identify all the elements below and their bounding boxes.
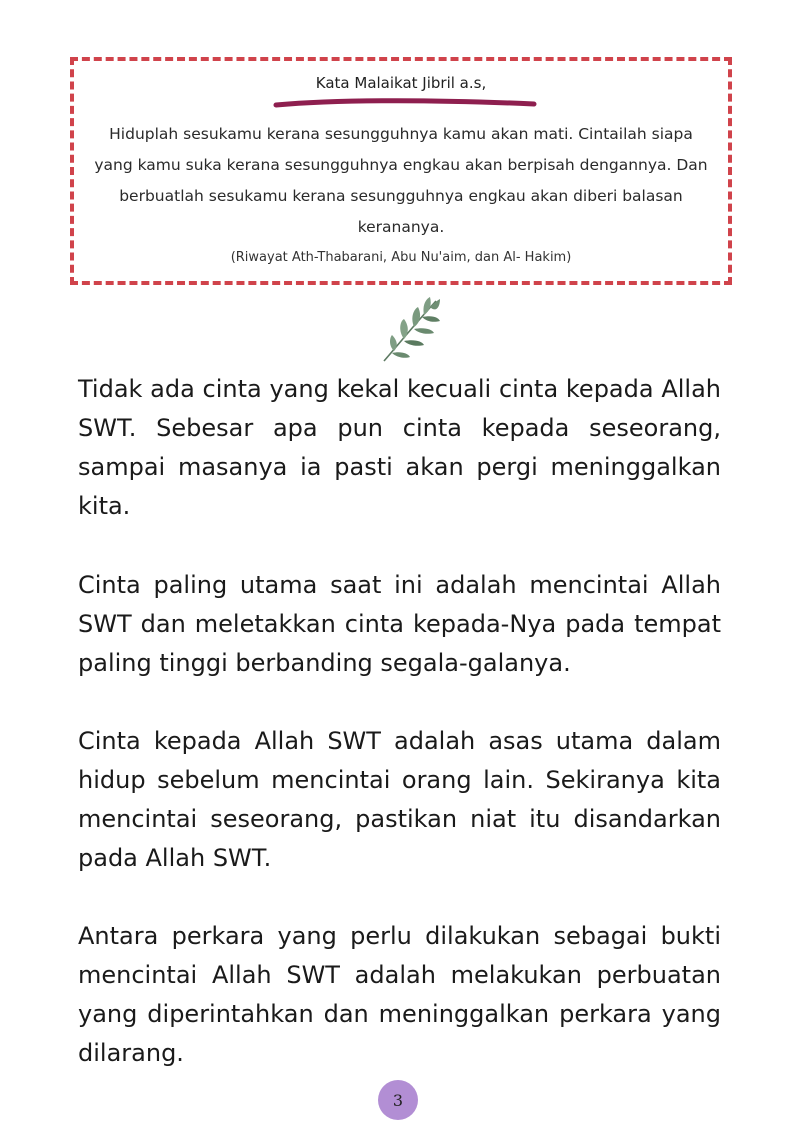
leaf-branch-icon [378,297,442,365]
quote-box [70,57,732,285]
quote-body: Hiduplah sesukamu kerana sesungguhnya kamu akan mati. Cintailah siapa yang kamu suka kerana sesungguhnya engkau akan berpisah dengannya. Dan berbuatlah sesukamu kerana sesungguhnya engkau akan diberi balasan kerananya. [94,125,708,236]
paragraph-2: Cinta paling utama saat ini adalah mencintai Allah SWT dan meletakkan cinta kepada-Nya pada tempat paling tinggi berbanding segala-galanya. [78,571,721,677]
paragraph-1: Tidak ada cinta yang kekal kecuali cinta kepada Allah SWT. Sebesar apa pun cinta kepada seseorang, sampai masanya ia pasti akan pergi meninggalkan kita. [78,375,721,520]
paragraph-4: Antara perkara yang perlu dilakukan sebagai bukti mencintai Allah SWT adalah melakukan perbuatan yang diperintahkan dan meninggalkan perkara yang dilarang. [78,922,721,1067]
page-number-badge [378,1080,418,1120]
paragraph-3: Cinta kepada Allah SWT adalah asas utama dalam hidup sebelum mencintai orang lain. Sekiranya kita mencintai seseorang, pastikan niat itu disandarkan pada Allah SWT. [78,727,721,872]
quote-source: (Riwayat Ath-Thabarani, Abu Nu'aim, dan Al- Hakim) [230,250,572,265]
quote-heading: Kata Malaikat Jibril a.s, [315,74,487,92]
page-number: 3 [392,1090,404,1110]
underline-swash [272,97,538,111]
